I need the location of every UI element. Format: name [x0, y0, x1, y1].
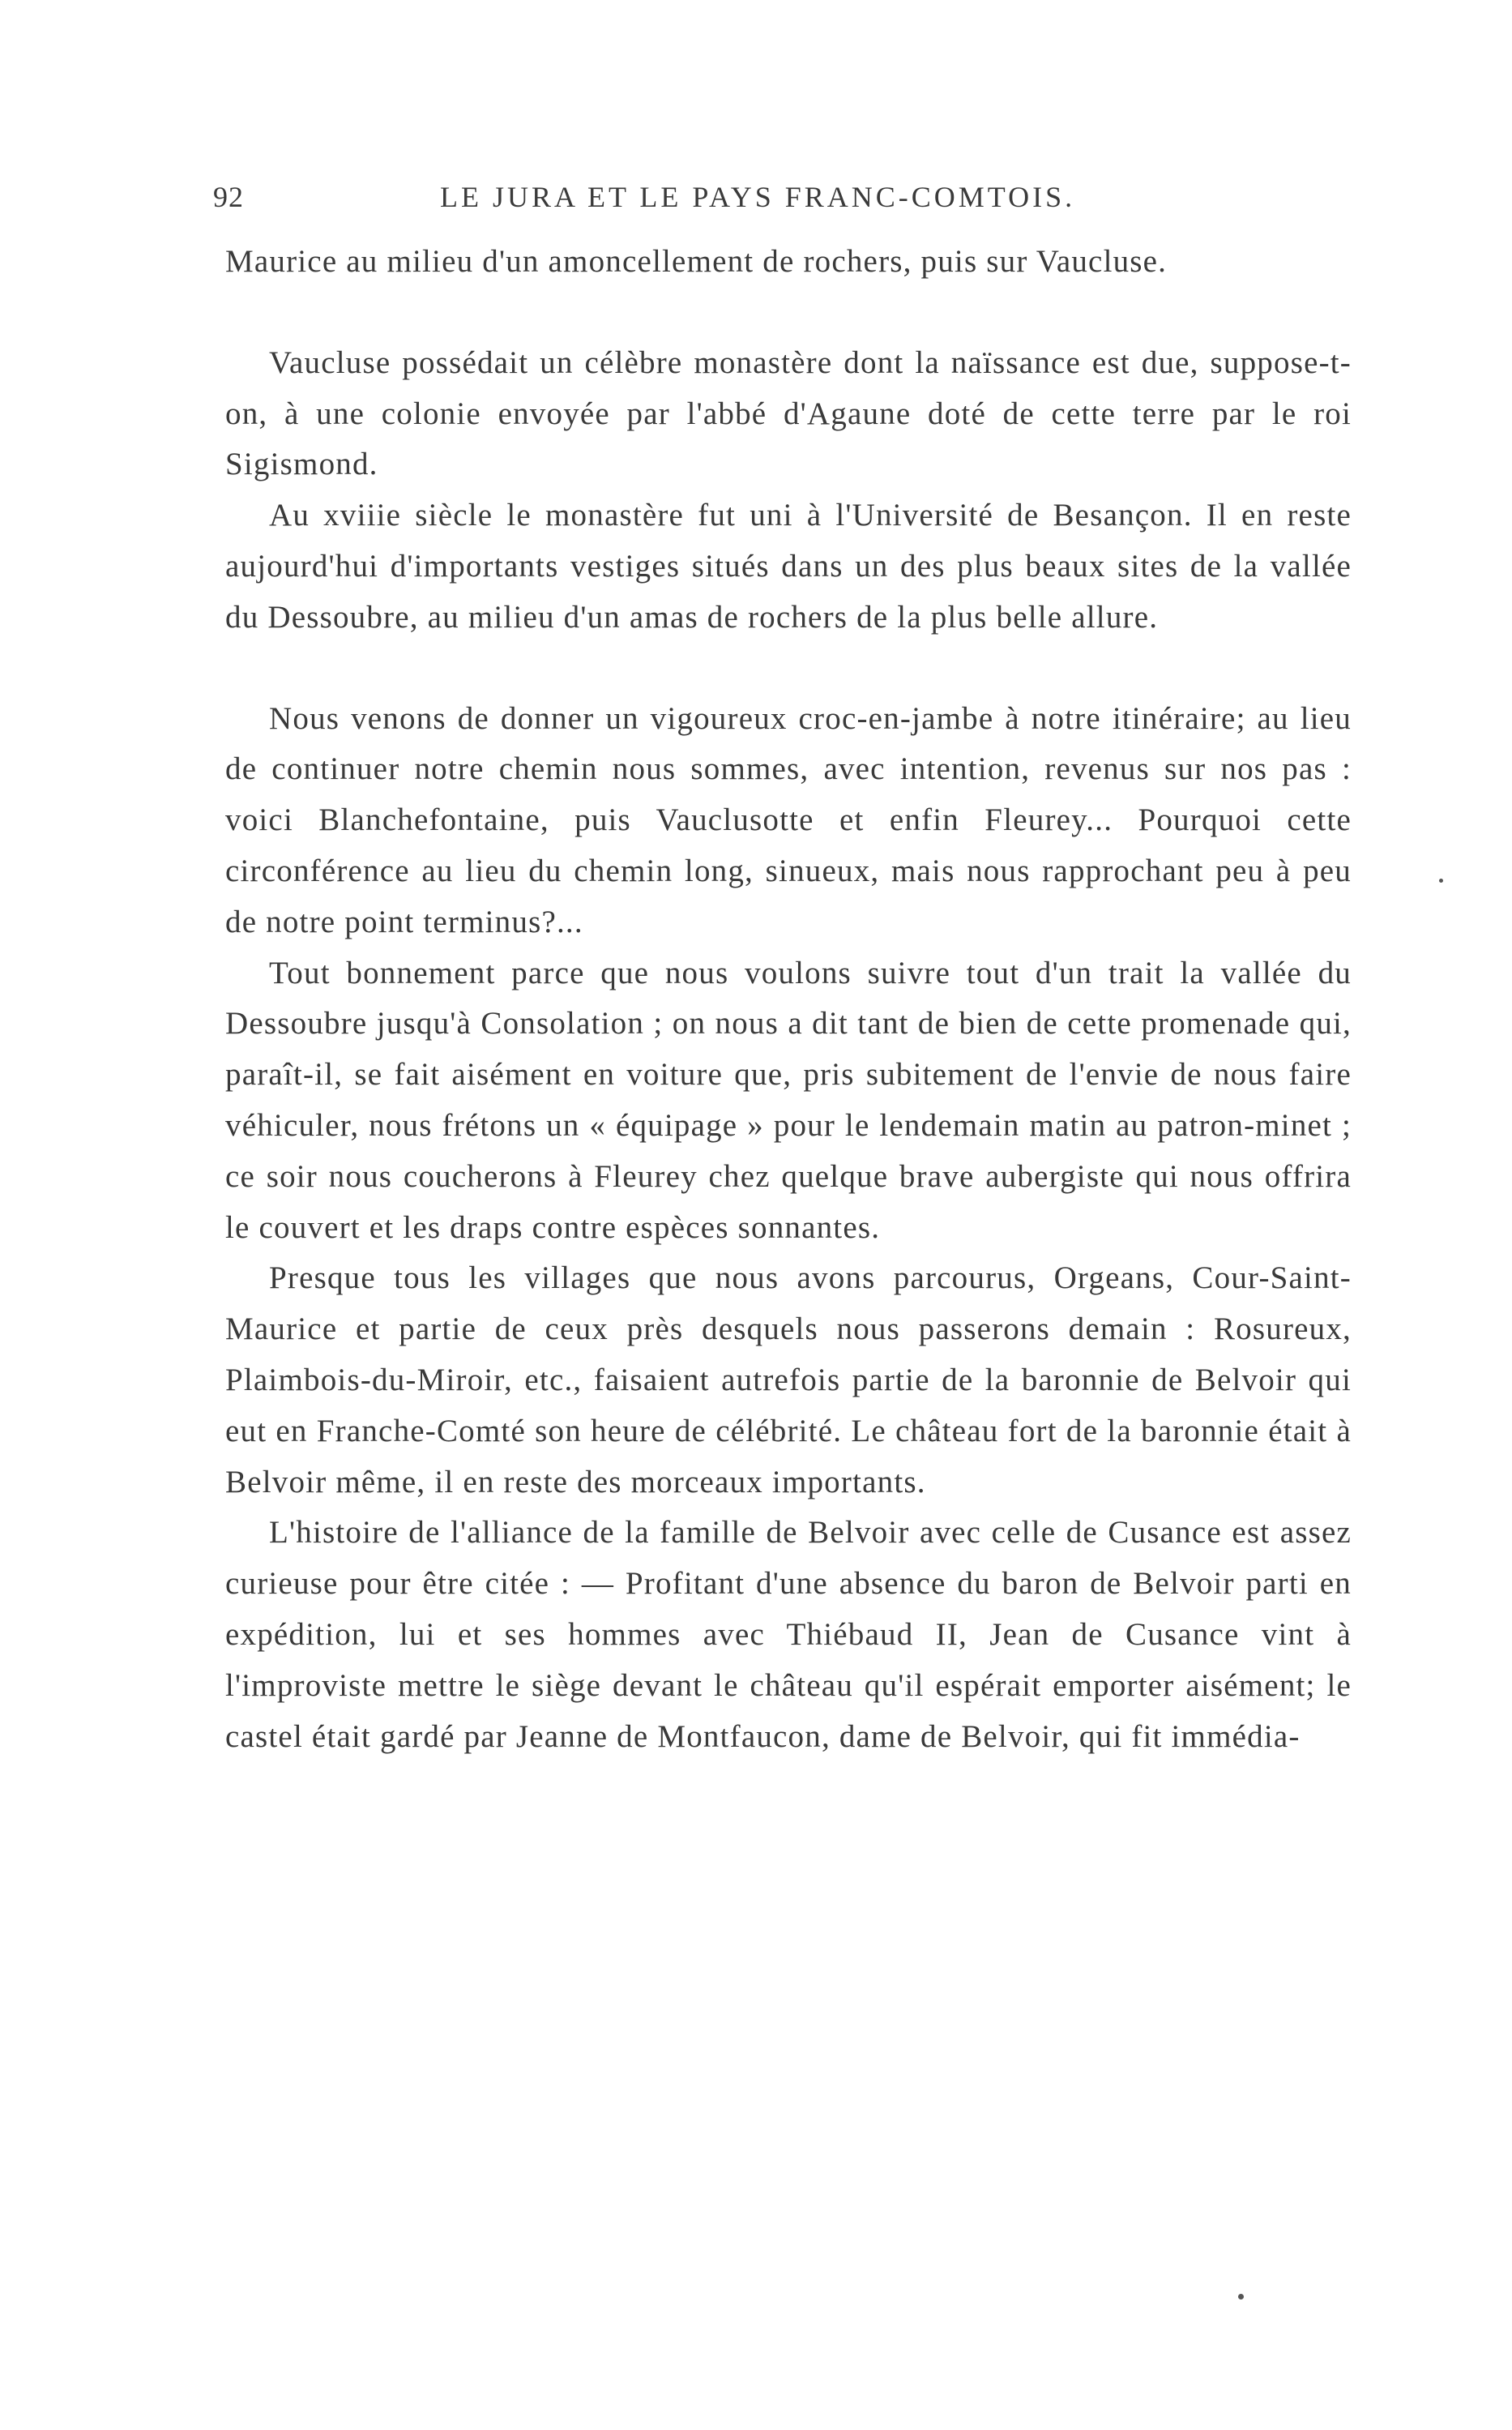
paragraph-itineraire: Nous venons de donner un vigoureux croc-en-jambe à notre itinéraire; au lieu de continuer notre chemin nous sommes, avec intention, revenus sur nos pas : voici Blanchefontaine, puis Vauclusotte et enfin Fleurey... Pourquoi cette circonférence au lieu du chemin long, sinueux, mais nous rapprochant peu à peu de notre point terminus?...	[225, 700, 1352, 939]
paragraph-continuation: Maurice au milieu d'un amoncellement de rochers, puis sur Vaucluse.	[225, 244, 1168, 279]
paragraph-histoire: L'histoire de l'alliance de la famille de Belvoir avec celle de Cusance est assez curieuse pour être citée : — Profitant d'une absence du baron de Belvoir parti en expédition, lui et ses hommes avec Thiébaud II, Jean de Cusance vint à l'improviste mettre le siège devant le château qu'il espérait emporter aisément; le castel était gardé par Jeanne de Montfaucon, dame de Belvoir, qui fit immédia-	[225, 1515, 1352, 1754]
speck-mark	[1439, 879, 1443, 883]
running-title: LE JURA ET LE PAYS FRANC-COMTOIS.	[440, 181, 1076, 213]
paragraph-monastere: Au xviiie siècle le monastère fut uni à l'Université de Besançon. Il en reste aujourd'hui d'importants vestiges situés dans un des plus beaux sites de la vallée du Dessoubre, au milieu d'un amas de rochers de la plus belle allure.	[225, 498, 1352, 635]
page-number: 92	[213, 181, 244, 213]
body-text	[225, 237, 1352, 1762]
speck-mark	[1238, 2294, 1244, 2300]
paragraph-villages: Presque tous les villages que nous avons parcourus, Orgeans, Cour-Saint-Maurice et partie de ceux près desquels nous passerons demain : Rosureux, Plaimbois-du-Miroir, etc., faisaient autrefois partie de la baronnie de Belvoir qui eut en Franche-Comté son heure de célébrité. Le château fort de la baronnie était à Belvoir même, il en reste des morceaux importants.	[225, 1260, 1352, 1499]
paragraph-dessoubre: Tout bonnement parce que nous voulons suivre tout d'un trait la vallée du Dessoubre jusqu'à Consolation ; on nous a dit tant de bien de cette promenade qui, paraît-il, se fait aisément en voiture que, pris subitement de l'envie de nous faire véhiculer, nous frétons un « équipage » pour le lendemain matin au patron-minet ; ce soir nous coucherons à Fleurey chez quelque brave aubergiste qui nous offrira le couvert et les draps contre espèces sonnantes.	[225, 955, 1352, 1245]
page-header	[213, 180, 1291, 220]
paragraph-vaucluse: Vaucluse possédait un célèbre monastère dont la naïssance est due, suppose-t-on, à une colonie envoyée par l'abbé d'Agaune doté de cette terre par le roi Sigismond.	[225, 344, 1352, 482]
